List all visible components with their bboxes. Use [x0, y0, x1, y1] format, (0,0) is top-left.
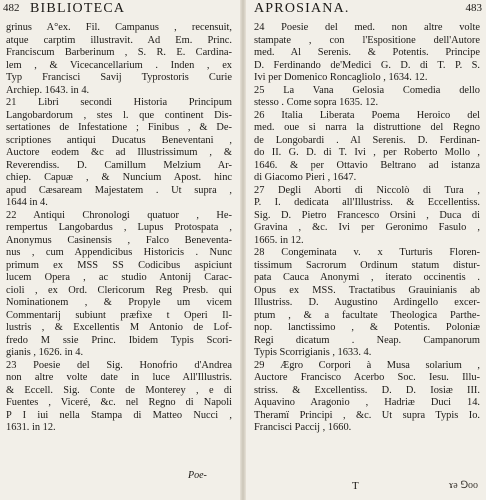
text-line: 25 La Vana Gelosia Comedia dello [254, 84, 480, 96]
text-line: Commentarij subiunt præfixe t Operi Il- [6, 309, 232, 321]
text-line: nus , cum Appendicibus Historicis . Nunc [6, 247, 232, 258]
text-line: Illustriss. D. Augustino Ardingello excer- [254, 297, 480, 308]
text-line: lem , & Vicecancellarium . Inden , ex [6, 59, 232, 71]
text-line: di Giacomo Pieri , 1647. [254, 172, 357, 183]
text-line: 1665. in 12. [254, 234, 304, 246]
text-line: stesso . Come sopra 1635. 12. [254, 97, 379, 108]
text-line: rempertus Langobardus , Lupus Protospata , [6, 222, 232, 233]
right-page [248, 0, 484, 500]
text-line: do II. G. D. di T. Ivi , per Roberto Mollo , [254, 147, 480, 158]
right-running-head: APROSIANA. [254, 1, 350, 16]
text-line: 1646. & per Ottavio Beltrano ad istanza [254, 159, 480, 171]
text-line: 27 Degli Aborti di Niccolò di Tura , [254, 184, 480, 196]
text-line: atque carptim illustravit. Ad Em. Princ. [6, 34, 232, 46]
text-line: 29 Ægro Corpori à Musa solarium , [254, 359, 480, 371]
text-line: Theramï Principi , &c. Ut supra Typis Io. [254, 409, 480, 421]
text-line: lucem Opera , ac studio Antonij Carac- [6, 272, 232, 283]
text-line: med. oue si narra la distruttione del Regno [254, 122, 480, 133]
text-line: Nominationem , & Propyle um vicem [6, 297, 232, 308]
text-line: scriptiones antiqui Ducatus Beneventani , [6, 134, 232, 146]
text-line: Reverendiss. D. Camillum Melzium Ar- [6, 159, 232, 171]
right-page-number: 483 [465, 2, 482, 14]
text-line: Sig. D. Pietro Francesco Orsini , Duca di [254, 209, 480, 221]
printer-ornament: ɤə ⅁oo [448, 480, 478, 491]
text-line: nop. lanctissimo , & Potentis. Poloniæ [254, 322, 480, 333]
text-line: Langobardorum , stes l. que continent Dis- [6, 109, 232, 121]
text-line: cioli , ex Ord. Clericorum Reg Presb. qui [6, 284, 232, 296]
left-page-body [0, 22, 236, 435]
text-line: Archiep. 1643. in 4. [6, 84, 90, 96]
text-line: D. Ferdinando de'Medici G. D. di T. P. S. [254, 59, 480, 71]
text-line: Ivi per Domenico Roncagliolo , 1634. 12. [254, 72, 428, 83]
text-line: tissimum Sacrorum Ordinum statum distur- [254, 259, 480, 271]
text-line: 23 Poesie del Sig. Honofrio d'Andrea [6, 359, 232, 371]
book-gutter [240, 0, 246, 500]
text-line: non altre volte date in luce All'Illustris. [6, 372, 232, 383]
text-line: sertationes de Infestatione ; Finibus , & De- [6, 122, 232, 133]
text-line: fredo M ssie Princ. Ibidem Typis Scori- [6, 334, 232, 346]
text-line: 26 Italia Liberata Poema Heroico del [254, 109, 480, 121]
left-page-number: 482 [3, 2, 20, 14]
text-line: Regi dicatum . Neap. Campanorum [254, 334, 480, 346]
text-line: Gravina , &c. Ivi per Geronimo Fasulo , [254, 222, 480, 233]
right-page-header [248, 0, 484, 22]
text-line: Franciscum Barberinum , S. R. E. Cardina- [6, 47, 232, 58]
text-line: Opus ex MSS. Tractatibus Grauinianis ab [254, 284, 480, 296]
text-line: ptum , & a facultate Theologica Parthe- [254, 309, 480, 321]
text-line: pata Cauca Anonymi , iterato occinentis . [254, 272, 480, 283]
catchword: Poe- [188, 470, 207, 481]
text-line: Aquavino Aragonio , Hadriæ Duci 14. [254, 397, 480, 408]
left-page-header [0, 0, 236, 22]
text-line: 21 Libri secondi Historia Principum [6, 97, 232, 108]
text-line: 22 Antiqui Chronologi quatuor , He- [6, 209, 232, 221]
text-line: Francisci Paccij , 1660. [254, 422, 352, 433]
text-line: P I iui nella Stampa di Matteo Nucci , [6, 409, 232, 421]
page-foot-marks [248, 480, 484, 496]
text-line: 28 Congeminata v. x Turturis Floren- [254, 247, 480, 258]
text-line: & Eccell. Sig. Conte de Monterey , e di [6, 384, 232, 396]
right-page-body [248, 22, 484, 435]
text-line: grinus A°ex. Fil. Campanus , recensuit, [6, 22, 232, 33]
text-line: P. I. dedicata all'Illustriss. & Eccellentiss. [254, 197, 480, 208]
text-line: Typ Francisci Savij Typrostoris Curie [6, 72, 232, 83]
signature-mark: T [352, 480, 359, 492]
text-line: apud Cæsaream Majestatem . Ut supra , [6, 184, 232, 196]
text-line: Auctore Francisco Acerbo Soc. Iesu. Illu- [254, 372, 480, 383]
text-line: 1631. in 12. [6, 422, 56, 433]
text-line: gianis , 1626. in 4. [6, 347, 84, 358]
text-line: Auctore eodem &c ad Illustrissimum , & [6, 147, 232, 158]
text-line: primum ex MSS SS Codicibus aspiciunt [6, 259, 232, 271]
left-page [0, 0, 236, 500]
text-line: stampate , con l'Espositione dell'Autore [254, 34, 480, 46]
text-line: 24 Poesie del med. non altre volte [254, 22, 480, 33]
text-line: med. Al Serenis. & Potentis. Principe [254, 47, 480, 58]
text-line: lustris , & Excellentis M Antonio de Lof- [6, 322, 232, 333]
text-line: Typis Scorrigianis , 1633. 4. [254, 347, 372, 358]
left-running-head: BIBLIOTECA [30, 1, 126, 16]
text-line: 1644 in 4. [6, 197, 48, 208]
text-line: chiep. Capuæ , & Nuncium Apost. hinc [6, 172, 232, 183]
text-line: de Longobardi . Al Serenis. D. Ferdinan- [254, 134, 480, 146]
text-line: Fuentes , Viceré, &c. nel Regno di Napoli [6, 397, 232, 408]
text-line: striss. & Excellentiss. D. D. Iosiæ III. [254, 384, 480, 396]
text-line: Anonymus Casinensis , Falco Beneventa- [6, 234, 232, 246]
